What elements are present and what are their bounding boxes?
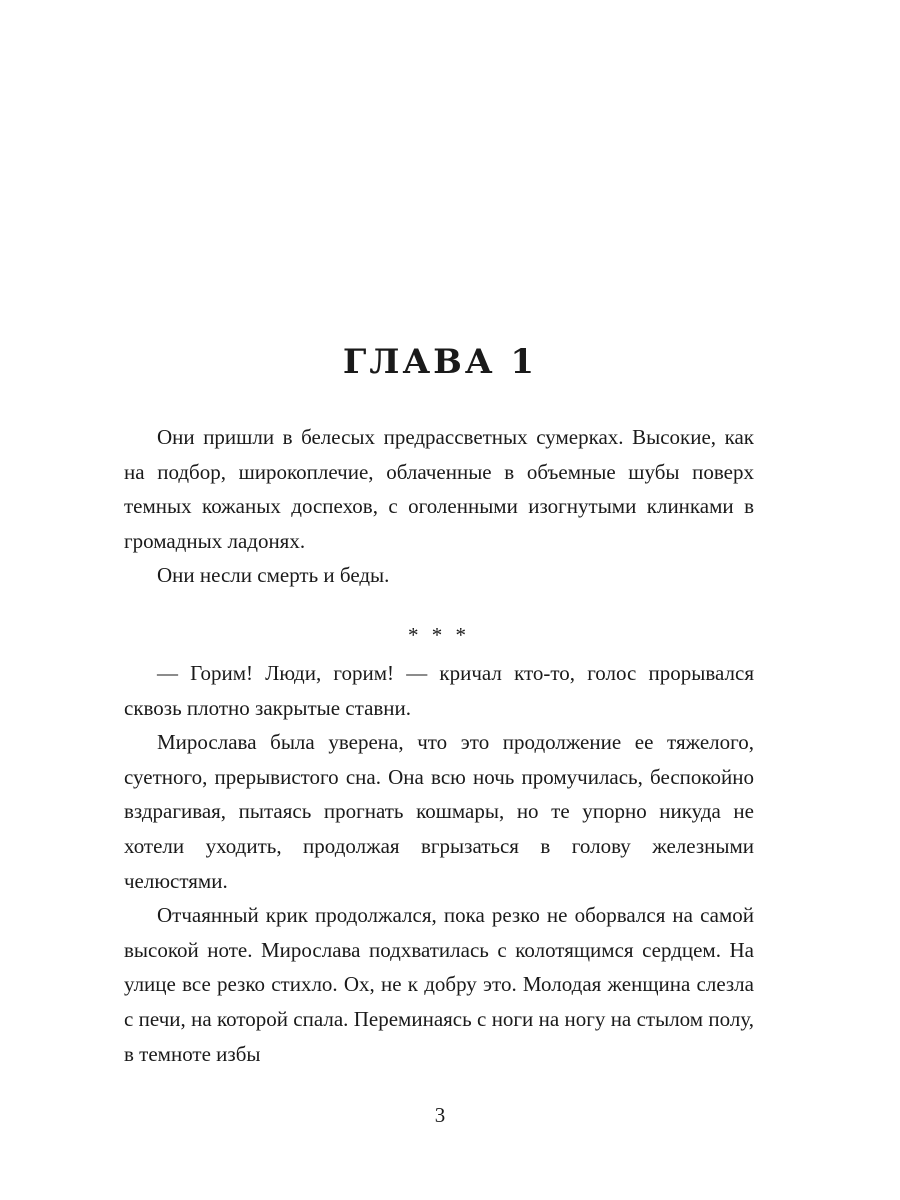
page-number: 3 (434, 1103, 446, 1127)
opening-section (124, 420, 754, 593)
paragraph: Отчаянный крик продолжался, пока резко не оборвался на самой высокой ноте. Мирослава подхватилась с колотящимся сердцем. На улице все резко стихло. Ох, не к добру это. Молодая женщина слезла с печи, на которой спала. Переминаясь с ноги на ногу на стылом полу, в темноте избы (124, 903, 754, 1066)
paragraph: Они несли смерть и беды. (157, 563, 390, 588)
section-separator: * * * (408, 623, 470, 647)
chapter-title: ГЛАВА 1 (342, 342, 538, 382)
paragraph: — Горим! Люди, горим! — кричал кто-то, голос прорывался сквозь плотно закрытые ставни. (124, 661, 754, 720)
paragraph: Они пришли в белесых предрассветных сумерках. Высокие, как на подбор, широкоплечие, облаченные в объемные шубы поверх темных кожаных доспехов, с оголенными изогнутыми клинками в громадных ладонях. (124, 425, 754, 553)
main-section (124, 656, 754, 1071)
paragraph: Мирослава была уверена, что это продолжение ее тяжелого, суетного, прерывистого сна. Она всю ночь промучилась, беспокойно вздрагивая, пытаясь прогнать кошмары, но те упорно никуда не хотели уходить, продолжая вгрызаться в голову железными челюстями. (124, 730, 754, 893)
